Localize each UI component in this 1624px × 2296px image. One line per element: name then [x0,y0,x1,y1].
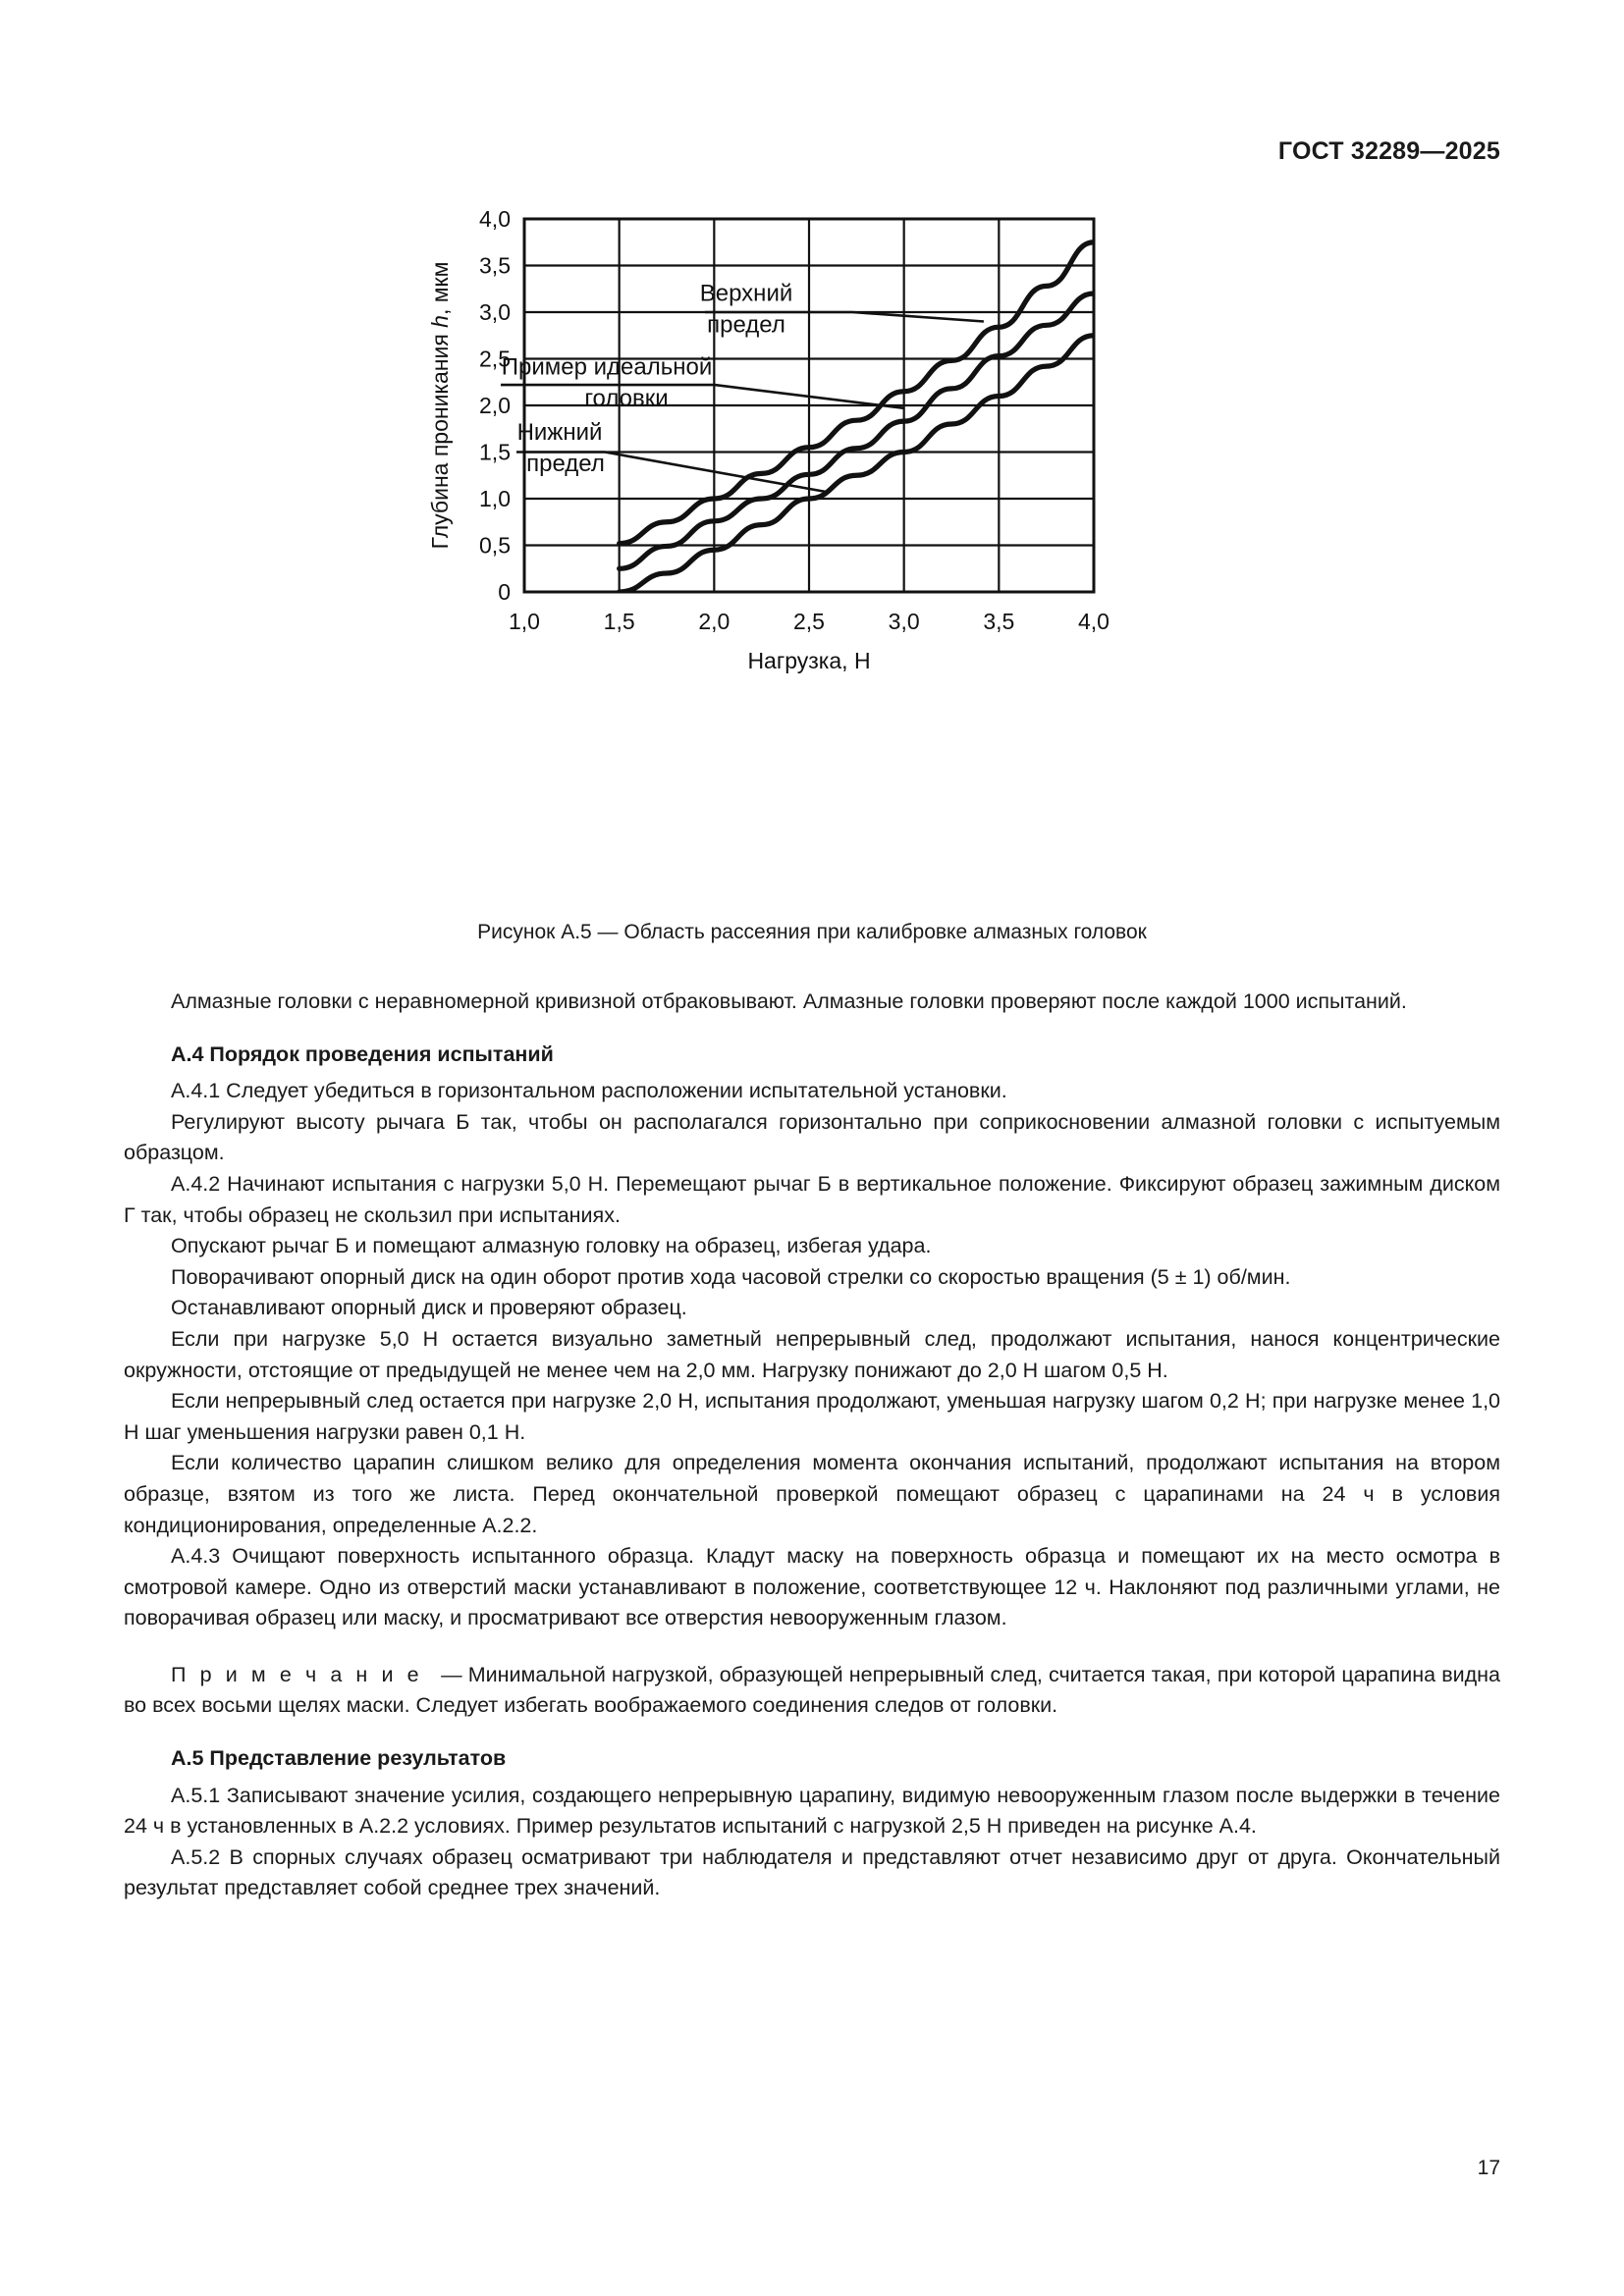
y-tick-label: 3,5 [479,252,511,279]
paragraph-a42: А.4.2 Начинают испытания с нагрузки 5,0 Н. Перемещают рычаг Б в вертикальное положение. Фиксируют образец зажимным диском Г так, чтобы образец не скользил при испытаниях. [124,1171,1500,1227]
x-tick-label: 4,0 [1078,609,1110,634]
paragraph-a41: А.4.1 Следует убедиться в горизонтальном расположении испытательной установки. [171,1079,1007,1103]
document-standard-header: ГОСТ 32289—2025 [1277,137,1500,165]
chart-x-tick-labels [509,609,1110,634]
chart-curve-2 [620,294,1094,568]
note-dash-glyph: — [441,1662,462,1686]
paragraph-a51: А.5.1 Записывают значение усилия, создающего непрерывную царапину, видимую невооруженным глазом после выдержки в течение 24 ч в установленных в А.2.2 условиях. Пример результатов испытаний с нагрузкой 2,5 Н приведен на рисунке А.4. [124,1783,1500,1839]
paragraph-a42b: Опускают рычаг Б и помещают алмазную головку на образец, избегая удара. [171,1234,932,1258]
y-tick-label: 2,0 [479,393,511,418]
figure-caption: Рисунок А.5 — Область рассеяния при калибровке алмазных головок [477,921,1147,943]
y-tick-label: 1,5 [479,439,511,465]
x-tick-label: 2,0 [698,609,731,634]
chart-y-tick-labels [479,211,511,605]
paragraph-a42c: Поворачивают опорный диск на один оборот против хода часовой стрелки со скоростью вращения (5 ± 1) об/мин. [171,1264,1291,1289]
y-tick-label: 4,0 [479,211,511,232]
chart-series-group [620,242,1094,592]
heading-a4: А.4 Порядок проведения испытаний [171,1041,554,1066]
note-label: П р и м е ч а н и е [171,1662,423,1686]
note-text: Минимальной нагрузкой, образующей непрерывный след, считается такая, при которой царапина видна во всех восьми щелях маски. Следует избегать воображаемого соединения следов от головки. [124,1662,1500,1718]
annotation-line1: Верхний [699,280,793,307]
paragraph-a41b: Регулируют высоту рычага Б так, чтобы он располагался горизонтально при соприкосновении алмазной головки с испытуемым образцом. [124,1109,1500,1165]
x-tick-label: 3,5 [983,609,1015,634]
paragraph-a42f: Если непрерывный след остается при нагрузке 2,0 Н, испытания продолжают, уменьшая нагрузку шагом 0,2 Н; при нагрузке менее 1,0 Н шаг уменьшения нагрузки равен 0,1 Н. [124,1389,1500,1444]
scatter-band-chart [422,211,1208,908]
paragraph-a42d: Останавливают опорный диск и проверяют образец. [171,1296,687,1320]
annotation-line2: головки [584,385,669,412]
annotation-line1: Пример идеальной [501,353,713,381]
x-axis-title: Нагрузка, Н [747,648,871,673]
body-text [124,987,1500,1904]
paragraph-intro: Алмазные головки с неравномерной кривизной отбраковывают. Алмазные головки проверяют после каждой 1000 испытаний. [171,989,1407,1013]
annotation-upper-limit [700,281,984,339]
heading-a5: А.5 Представление результатов [171,1746,507,1771]
x-tick-label: 2,5 [793,609,825,634]
paragraph-a43: А.4.3 Очищают поверхность испытанного образца. Кладут маску на поверхность образца и помещают их на место осмотра в смотровой камере. Одно из отверстий маски устанавливают в положение, соответствующее 12 ч. Наклоняют под различными углами, не поворачивая образец или маску, и просматривают все отверстия невооруженным глазом. [124,1544,1500,1630]
note-block [124,1660,1500,1722]
paragraph-a42e: Если при нагрузке 5,0 Н остается визуально заметный непрерывный след, продолжают испытания, нанося концентрические окружности, отстоящие от предыдущей не менее чем на 2,0 мм. Нагрузку понижают до 2,0 Н шагом 0,5 Н. [124,1326,1500,1382]
y-tick-label: 3,0 [479,299,511,325]
y-axis-title: Глубина проникания h, мкм [427,261,453,550]
chart-container [422,211,1208,908]
annotation-line2: предел [526,451,605,478]
annotation-lower-limit [516,419,828,492]
annotation-line2: предел [707,311,785,339]
figure-a5 [0,211,1624,908]
annotation-ideal-head [501,354,904,412]
x-tick-label: 3,0 [888,609,920,634]
annotation-line1: Нижний [516,419,603,447]
y-tick-label: 2,5 [479,346,511,372]
y-tick-label: 1,0 [479,486,511,511]
y-tick-label: 0,5 [479,532,511,559]
note-dash [423,1663,441,1686]
x-tick-label: 1,5 [603,609,635,634]
paragraph-a42g: Если количество царапин слишком велико для определения момента окончания испытаний, продолжают испытания на втором образце, взятом из того же листа. Перед окончательной проверкой помещают образец с царапинами на 24 ч в условия кондиционирования, определенные А.2.2. [124,1451,1500,1537]
paragraph-a52: А.5.2 В спорных случаях образец осматривают три наблюдателя и представляют отчет независимо друг от друга. Окончательный результат представляет собой среднее трех значений. [124,1844,1500,1900]
page-number: 17 [1477,2157,1500,2179]
x-tick-label: 1,0 [509,609,540,634]
y-tick-label: 0 [498,579,511,605]
